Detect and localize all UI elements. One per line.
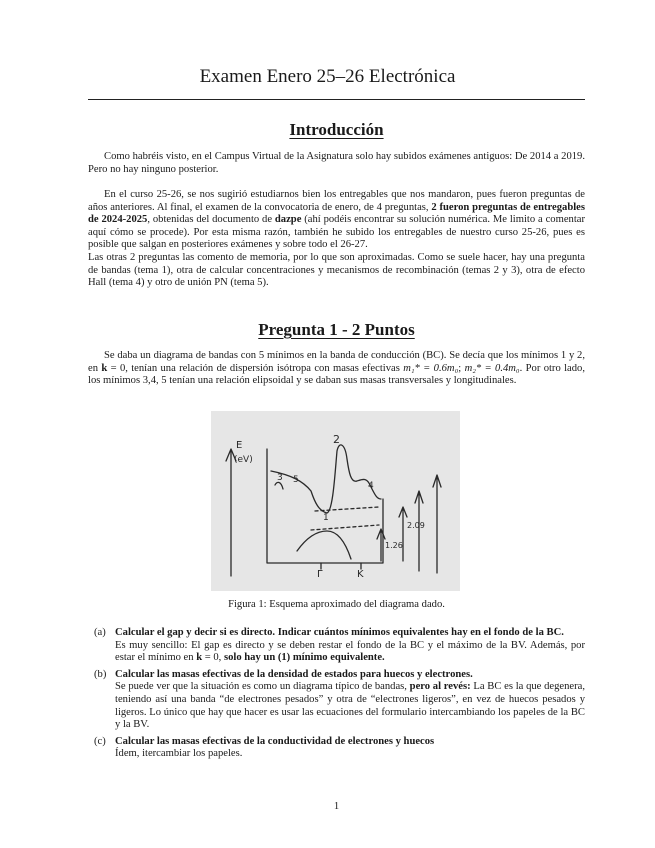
document-title: Examen Enero 25–26 Electrónica [199,66,456,87]
right-arrow-2 [433,475,441,573]
conduction-band-min-3 [275,482,283,489]
label-min-1: 1 [323,513,329,523]
item-label: (a) [94,627,106,638]
section-heading-intro: Introducción [289,120,384,139]
label-min-2: 2 [333,433,340,446]
intro-paragraph-1: Como habréis visto, en el Campus Virtual de la Asignatura solo hay subidos exámenes antiguos: De 2014 a 2019. Pero no hay ninguno posterior. [88,151,585,175]
question-1-statement: Se daba un diagrama de bandas con 5 mínimos en la banda de conducción (BC). Se decía que los mínimos 1 y 2, en k = 0, tenían una relación de dispersión isótropa con masas efectivas m₁* = 0.6m₀; m₂* = 0.4m₀. Por otro lado, los mínimos 3,4, 5 tenían una relación elipsoidal y se daban sus masas transversales y longitudinales. [88,350,585,387]
conduction-band-curve [271,445,381,513]
item-label: (c) [94,735,106,747]
intro-paragraph-3: Las otras 2 preguntas las comento de memoria, por lo que son aproximadas. Como se suele hacer, hay una pregunta de bandas (tema 1), otra de calcular concentraciones y mecanismos de recombinación (temas 2 y 3), otra de efecto Hall (tema 4) y otro de unión PN (tema 5). [88,252,585,289]
question-list [88,627,585,765]
label-min-4: 4 [368,481,374,491]
item-question: Calcular las masas efectivas de la densidad de estados para huecos y electrones. [115,668,473,680]
label-126: 1.26 [385,541,403,550]
label-min-5: 5 [293,475,299,485]
label-energy: E [236,440,243,451]
figure-caption: Figura 1: Esquema aproximado del diagrama dado. [228,599,445,610]
item-answer: Se puede ver que la situación es como un diagrama típico de bandas, pero al revés: La BC es la que degenera, teniendo así una banda “de electrones pesados” y otra de “electrones ligeros”, en vez de huecos pesados y ligeros. Lo único que hay que hacer es usar las ecuaciones del formulario intercambiando los papeles de la BC y la BV. [115,681,585,731]
list-item [88,669,585,732]
right-arrow-1 [415,491,423,571]
section-heading-question-1: Pregunta 1 - 2 Puntos [258,320,415,339]
title-rule [88,99,585,100]
list-item [88,736,585,761]
intro-paragraph-2: En el curso 25-26, se nos sugirió estudiarnos bien los entregables que nos mandaron, pues fueron preguntas de años anteriores. Al final, el examen de la convocatoria de enero, de 4 preguntas, 2 fueron preguntas de entregables de 2024-2025, obtenidas del documento de dazpe (ahí podéis encontrar su solución numérica. Me limito a comentar aquí cómo se procede). Por esta misma razón, también he subido los entregables de nuestro curso 25-26, pues es posible que salgan en posteriores exámenes y sobre todo el 26-27. [88,189,585,251]
item-answer: Ídem, itercambiar los papeles. [115,748,243,760]
label-energy-unit: (eV) [234,455,253,465]
item-question: Calcular el gap y decir si es directo. Indicar cuántos mínimos equivalentes hay en el fondo de la BC. [115,627,564,638]
valence-band-curve [297,531,351,559]
label-k: K [357,569,364,580]
arrow-209 [399,507,407,561]
arrow-126 [377,529,385,561]
gap-guide-bottom [311,525,379,530]
item-answer: Es muy sencillo: El gap es directo y se deben restar el fondo de la BC y el máximo de la BV. Además, por estar el mínimo en k = 0, solo hay un (1) mínimo equivalente. [115,639,585,664]
label-209: 2.09 [407,521,425,530]
label-gamma: Γ [317,569,323,580]
label-min-3: 3 [277,473,283,483]
item-label: (b) [94,668,107,680]
band-diagram-figure [211,411,460,591]
diagram-frame [267,449,383,563]
list-item [88,627,585,665]
page-number: 1 [333,801,340,812]
gap-guide-top [315,507,379,511]
item-question: Calcular las masas efectivas de la conductividad de electrones y huecos [115,735,435,747]
